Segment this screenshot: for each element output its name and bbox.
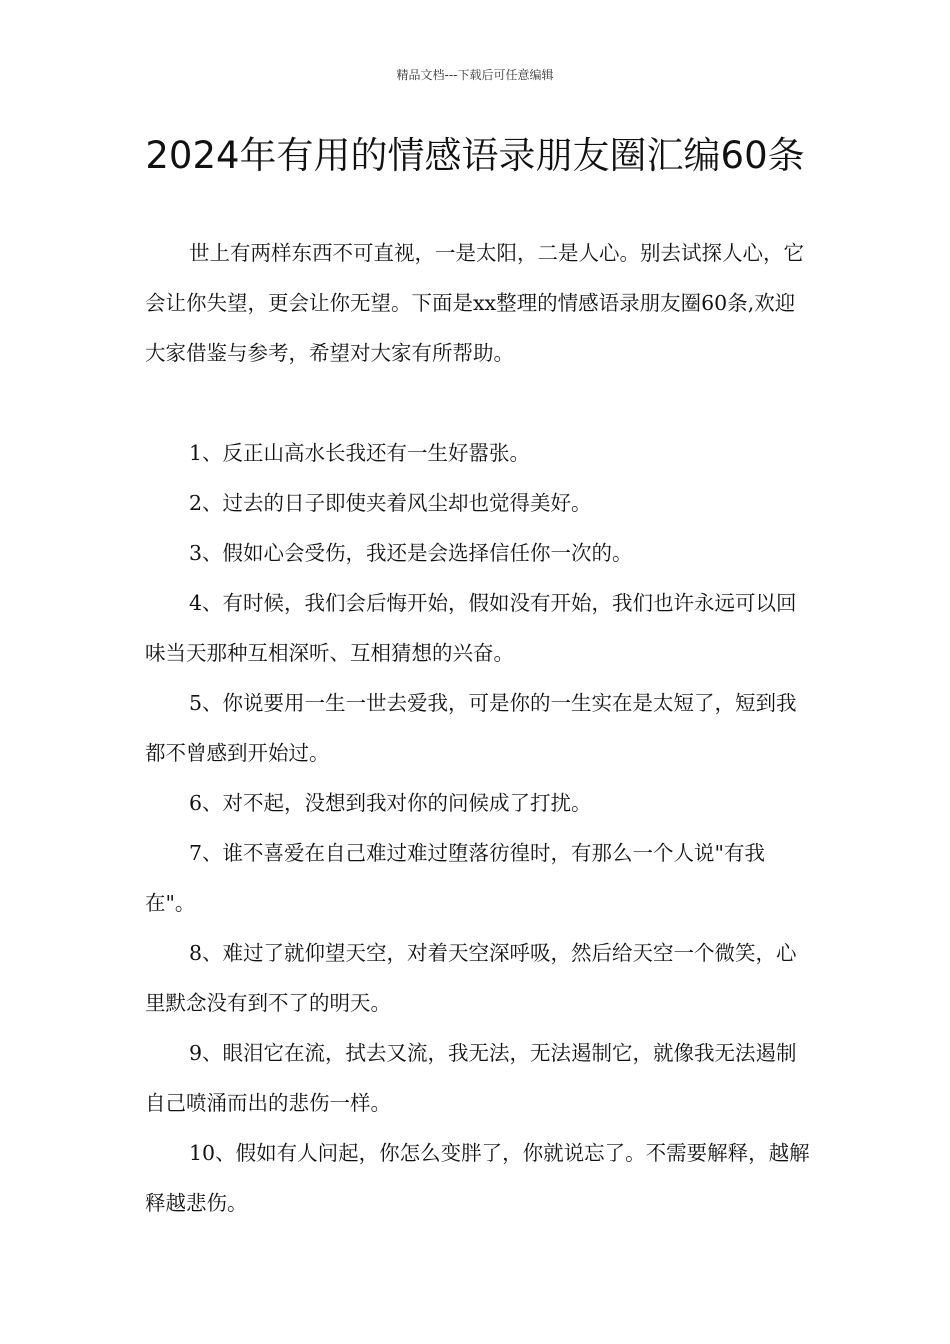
list-item: 10、假如有人问起，你怎么变胖了，你就说忘了。不需要解释，越解释越悲伤。 [145, 1141, 810, 1215]
list-item: 9、眼泪它在流，拭去又流，我无法，无法遏制它，就像我无法遏制自己喷涌而出的悲伤一样。 [145, 1041, 797, 1115]
header-note: 精品文档---下载后可任意编辑 [396, 68, 554, 82]
list-item: 2、过去的日子即使夹着风尘却也觉得美好。 [189, 491, 592, 515]
page-title: 2024年有用的情感语录朋友圈汇编60条 [145, 134, 805, 177]
list-item: 7、谁不喜爱在自己难过难过堕落彷徨时，有那么一个人说"有我在"。 [145, 841, 765, 915]
list-item: 8、难过了就仰望天空，对着天空深呼吸，然后给天空一个微笑，心里默念没有到不了的明天。 [145, 941, 797, 1015]
document-body [145, 228, 813, 1228]
list-item: 6、对不起，没想到我对你的问候成了打扰。 [189, 791, 592, 815]
paragraph-spacer [145, 378, 813, 428]
list-item: 4、有时候，我们会后悔开始，假如没有开始，我们也许永远可以回味当天那种互相深听、互相猜想的兴奋。 [145, 591, 797, 665]
list-item: 1、反正山高水长我还有一生好嚣张。 [189, 441, 531, 465]
list-item: 5、你说要用一生一世去爱我，可是你的一生实在是太短了，短到我都不曾感到开始过。 [145, 691, 797, 765]
intro-paragraph: 世上有两样东西不可直视，一是太阳，二是人心。别去试探人心，它会让你失望，更会让你无望。下面是xx整理的情感语录朋友圈60条,欢迎大家借鉴与参考，希望对大家有所帮助。 [145, 241, 804, 365]
list-item: 3、假如心会受伤，我还是会选择信任你一次的。 [189, 541, 633, 565]
